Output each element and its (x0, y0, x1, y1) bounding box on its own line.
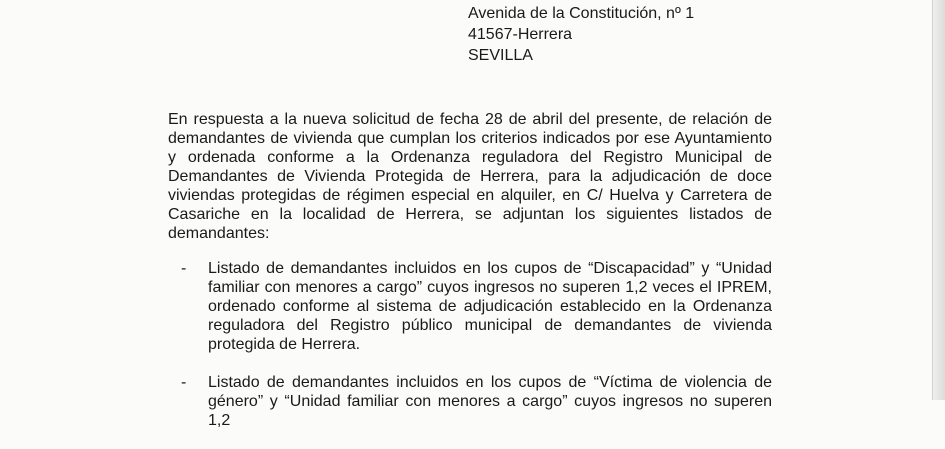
recipient-address (468, 3, 694, 66)
address-province: SEVILLA (468, 47, 533, 64)
address-street: Avenida de la Constitución, nº 1 (468, 5, 695, 22)
list-item (168, 259, 772, 354)
list-item (168, 373, 772, 430)
address-postal-town: 41567-Herrera (468, 26, 573, 43)
list-item-text: Listado de demandantes incluidos en los cupos de “Discapacidad” y “Unidad familiar con menores a cargo” cuyos ingresos no superen 1,2 veces el IPREM, ordenado conforme al sistema de adjudicación establecido en la Ordenanza reguladora del Registro público municipal de demandantes de vivienda protegida de Herrera. (208, 260, 772, 353)
list-bullet: - (181, 374, 187, 391)
list-bullet: - (181, 260, 187, 277)
listings-list (168, 259, 772, 430)
letter-body (168, 110, 772, 449)
intro-paragraph: En respuesta a la nueva solicitud de fecha 28 de abril del presente, de relación de demandantes de vivienda que cumplan los criterios indicados por ese Ayuntamiento y ordenada conforme a la Ordenanza reguladora del Registro Municipal de Demandantes de Vivienda Protegida de Herrera, para la adjudicación de doce viviendas protegidas de régimen especial en alquiler, en C/ Huelva y Carretera de Casariche en la localidad de Herrera, se adjuntan los siguientes listados de demandantes: (168, 111, 772, 242)
list-item-text: Listado de demandantes incluidos en los cupos de “Víctima de violencia de género” y “Unidad familiar con menores a cargo” cuyos ingresos no superen 1,2 (208, 374, 772, 429)
page-edge (933, 0, 945, 400)
